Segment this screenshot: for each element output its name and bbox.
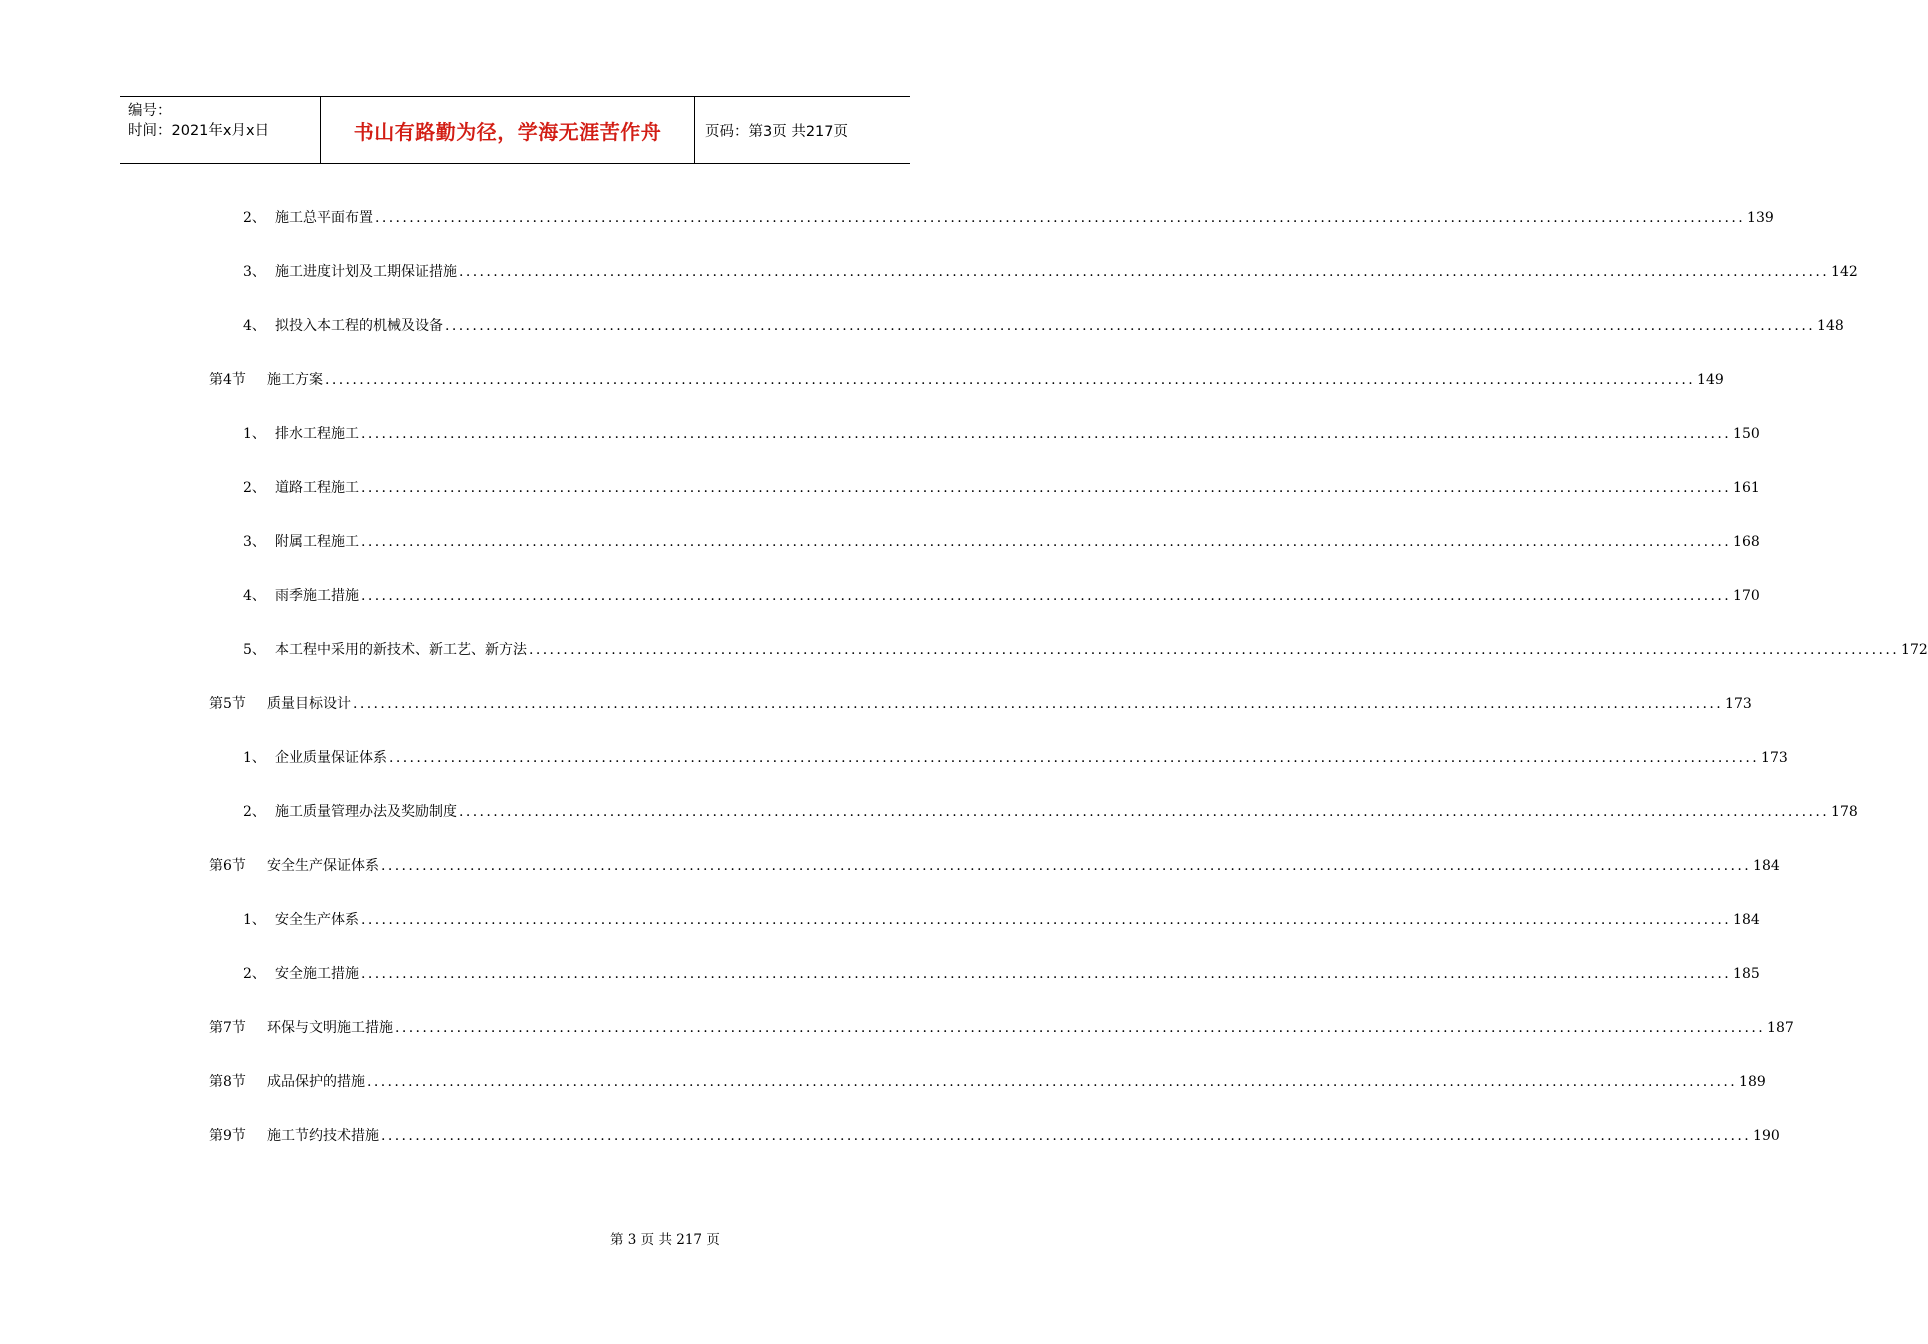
toc-entry[interactable] [209, 692, 1752, 716]
toc-dot-leader: ........................................................................................................................................................................................................ [381, 858, 1752, 874]
toc-entry-number: 3、 [243, 534, 266, 550]
toc-entry[interactable] [209, 1016, 1794, 1040]
toc-entry-title: 道路工程施工 [275, 480, 359, 496]
toc-entry[interactable] [209, 854, 1780, 878]
toc-entry[interactable] [243, 800, 1858, 824]
toc-dot-leader: ........................................................................................................................................................................................................ [361, 588, 1732, 604]
toc-entry-page: 173 [1761, 750, 1788, 766]
toc-entry-number: 2、 [243, 210, 266, 226]
toc-dot-leader: ........................................................................................................................................................................................................ [459, 804, 1830, 820]
toc-entry-page: 190 [1753, 1128, 1780, 1144]
toc-entry-number: 第7节 [209, 1020, 246, 1036]
toc-dot-leader: ........................................................................................................................................................................................................ [361, 480, 1732, 496]
toc-entry-page: 148 [1817, 318, 1844, 334]
toc-entry-page: 185 [1733, 966, 1760, 982]
toc-entry-page: 161 [1733, 480, 1760, 496]
toc-entry-number: 1、 [243, 426, 266, 442]
toc-entry-number: 2、 [243, 966, 266, 982]
toc-entry-page: 187 [1767, 1020, 1794, 1036]
header-page-info: 页码：第3页 共217页 [705, 123, 849, 140]
toc-dot-leader: ........................................................................................................................................................................................................ [353, 696, 1724, 712]
toc-dot-leader: ........................................................................................................................................................................................................ [361, 426, 1732, 442]
toc-entry-title: 施工进度计划及工期保证措施 [275, 264, 457, 280]
toc-entry-page: 172 [1901, 642, 1928, 658]
toc-entry-page: 189 [1739, 1074, 1766, 1090]
toc-entry-page: 142 [1831, 264, 1858, 280]
toc-entry-page: 149 [1697, 372, 1724, 388]
toc-entry-number: 第6节 [209, 858, 246, 874]
toc-entry-page: 170 [1733, 588, 1760, 604]
toc-dot-leader: ........................................................................................................................................................................................................ [361, 912, 1732, 928]
toc-entry-title: 安全生产体系 [275, 912, 359, 928]
toc-entry-title: 施工总平面布置 [275, 210, 373, 226]
footer-page-number: 第 3 页 共 217 页 [610, 1232, 720, 1248]
header-number-label: 编号： [128, 103, 172, 119]
toc-dot-leader: ........................................................................................................................................................................................................ [389, 750, 1760, 766]
toc-dot-leader: ........................................................................................................................................................................................................ [381, 1128, 1752, 1144]
toc-entry-number: 第8节 [209, 1074, 246, 1090]
toc-entry-title: 雨季施工措施 [275, 588, 359, 604]
toc-dot-leader: ........................................................................................................................................................................................................ [529, 642, 1900, 658]
header-motto: 书山有路勤为径，学海无涯苦作舟 [321, 97, 695, 163]
toc-entry-number: 1、 [243, 912, 266, 928]
toc-entry[interactable] [209, 1124, 1780, 1148]
toc-entry[interactable] [209, 1070, 1766, 1094]
toc-dot-leader: ........................................................................................................................................................................................................ [367, 1074, 1738, 1090]
toc-entry-title: 质量目标设计 [267, 696, 351, 712]
header-time-label: 时间：2021年x月x日 [128, 123, 270, 139]
toc-entry-number: 4、 [243, 318, 266, 334]
page-header [120, 96, 910, 164]
toc-entry-number: 1、 [243, 750, 266, 766]
toc-entry-title: 企业质量保证体系 [275, 750, 387, 766]
toc-entry-title: 安全施工措施 [275, 966, 359, 982]
toc-dot-leader: ........................................................................................................................................................................................................ [325, 372, 1696, 388]
toc-entry-title: 安全生产保证体系 [267, 858, 379, 874]
toc-entry-page: 168 [1733, 534, 1760, 550]
toc-entry-title: 本工程中采用的新技术、新工艺、新方法 [275, 642, 527, 658]
toc-dot-leader: ........................................................................................................................................................................................................ [459, 264, 1830, 280]
toc-entry-page: 184 [1733, 912, 1760, 928]
toc-entry-title: 施工节约技术措施 [267, 1128, 379, 1144]
toc-dot-leader: ........................................................................................................................................................................................................ [395, 1020, 1766, 1036]
toc-dot-leader: ........................................................................................................................................................................................................ [361, 534, 1732, 550]
toc-entry-title: 拟投入本工程的机械及设备 [275, 318, 443, 334]
toc-dot-leader: ........................................................................................................................................................................................................ [375, 210, 1746, 226]
toc-entry-page: 178 [1831, 804, 1858, 820]
toc-entry-title: 施工方案 [267, 372, 323, 388]
toc-entry-number: 2、 [243, 804, 266, 820]
toc-entry[interactable] [243, 530, 1760, 554]
toc-dot-leader: ........................................................................................................................................................................................................ [361, 966, 1732, 982]
toc-entry-number: 第9节 [209, 1128, 246, 1144]
toc-entry-title: 环保与文明施工措施 [267, 1020, 393, 1036]
toc-entry[interactable] [243, 260, 1858, 284]
toc-entry-page: 139 [1747, 210, 1774, 226]
toc-entry[interactable] [243, 908, 1760, 932]
toc-entry-number: 5、 [243, 642, 266, 658]
toc-entry-number: 第5节 [209, 696, 246, 712]
header-meta [120, 97, 321, 163]
toc-entry-page: 150 [1733, 426, 1760, 442]
toc-entry-title: 附属工程施工 [275, 534, 359, 550]
toc-entry[interactable] [243, 206, 1774, 230]
toc-entry-number: 3、 [243, 264, 266, 280]
toc-entry-page: 173 [1725, 696, 1752, 712]
toc-entry-number: 第4节 [209, 372, 246, 388]
toc-entry-title: 成品保护的措施 [267, 1074, 365, 1090]
toc-entry-title: 施工质量管理办法及奖励制度 [275, 804, 457, 820]
toc-entry[interactable] [243, 962, 1760, 986]
toc-entry[interactable] [243, 314, 1844, 338]
toc-entry[interactable] [209, 368, 1724, 392]
toc-dot-leader: ........................................................................................................................................................................................................ [445, 318, 1816, 334]
toc-entry[interactable] [243, 476, 1760, 500]
toc-entry[interactable] [243, 746, 1788, 770]
toc-entry-page: 184 [1753, 858, 1780, 874]
toc-entry[interactable] [243, 638, 1928, 662]
toc-entry-number: 4、 [243, 588, 266, 604]
toc-entry[interactable] [243, 584, 1760, 608]
toc-entry[interactable] [243, 422, 1760, 446]
toc-entry-title: 排水工程施工 [275, 426, 359, 442]
toc-entry-number: 2、 [243, 480, 266, 496]
